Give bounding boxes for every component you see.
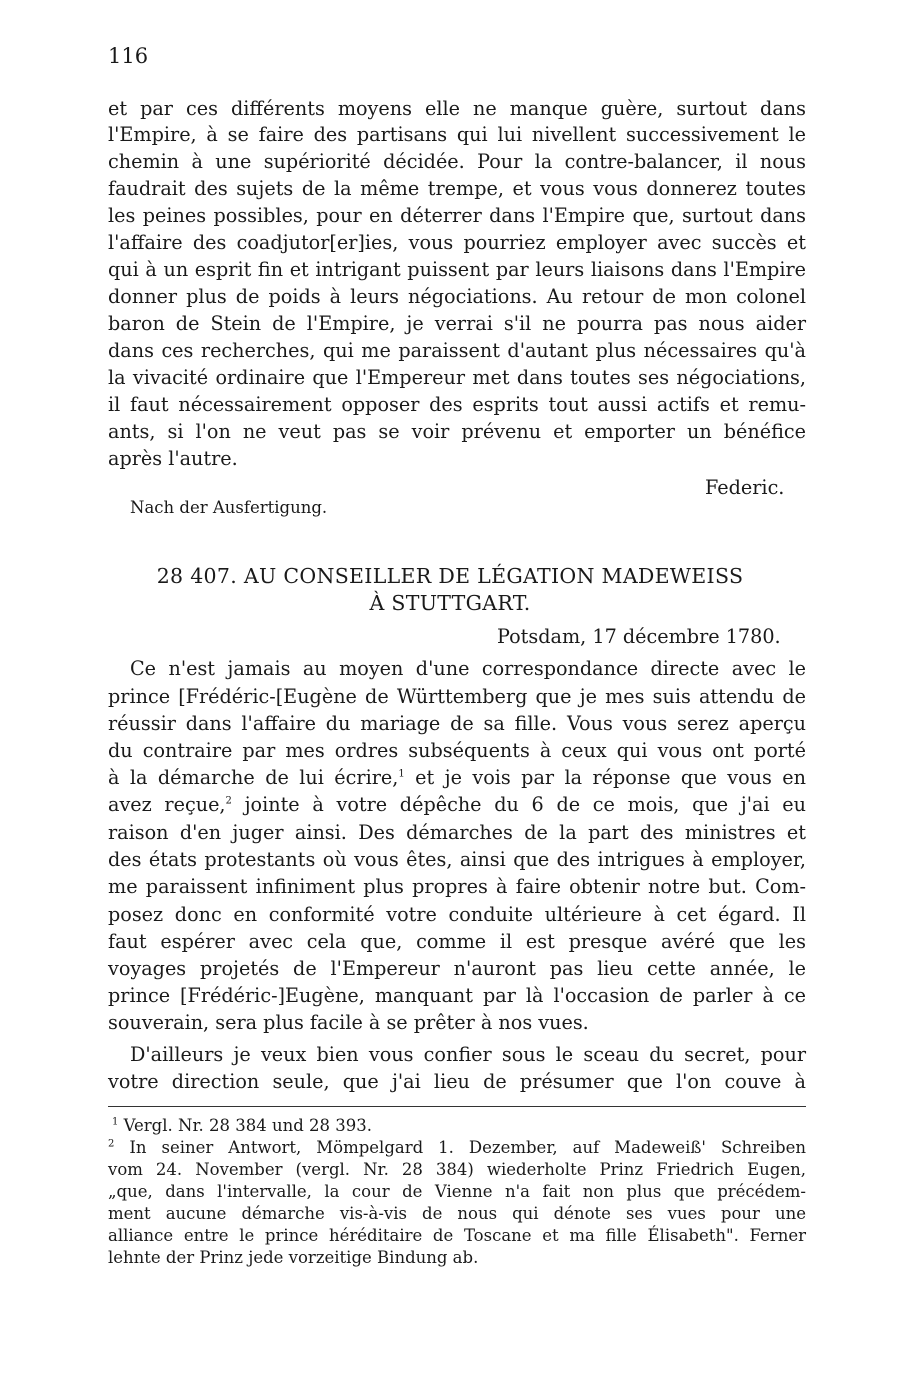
text-line: me paraissent infiniment plus propres à faire obtenir notre but. Com- bbox=[108, 875, 806, 898]
text-line: raison d'en juger ainsi. Des démarches de la part des ministres et bbox=[108, 821, 806, 844]
text-line: réussir dans l'affaire du mariage de sa fille. Vous vous serez aperçu bbox=[108, 712, 806, 735]
text-line: dans ces recherches, qui me paraissent d'autant plus nécessaires qu'à bbox=[108, 339, 806, 362]
text-line: souverain, sera plus facile à se prêter à nos vues. bbox=[108, 1011, 589, 1034]
footnote-2-line: „que, dans l'intervalle, la cour de Vienne n'a fait non plus que précédem- bbox=[108, 1182, 806, 1201]
text-line: et par ces différents moyens elle ne manque guère, surtout dans bbox=[108, 97, 806, 120]
footnote-ref: 1 bbox=[398, 768, 405, 780]
footnote-2-line: vom 24. November (vergl. Nr. 28 384) wiederholte Prinz Friedrich Eugen, bbox=[108, 1160, 806, 1179]
footnote-mark: 1 bbox=[112, 1116, 119, 1128]
footnote-2-line: ment aucune démarche vis-à-vis de nous qui dénote ses vues pour une bbox=[108, 1204, 806, 1223]
text-line: l'affaire des coadjutor[er]ies, vous pourriez employer avec succès et bbox=[108, 231, 806, 254]
text-line: après l'autre. bbox=[108, 447, 238, 470]
signature: Federic. bbox=[705, 476, 785, 499]
text-line: D'ailleurs je veux bien vous confier sous le sceau du secret, pour bbox=[130, 1043, 806, 1066]
footnote-2-line bbox=[108, 1138, 806, 1158]
text-line: donner plus de poids à leurs négociations. Au retour de mon colonel bbox=[108, 285, 806, 308]
text-fragment: et je vois par la réponse que vous en bbox=[404, 766, 807, 789]
letter-heading-place: À STUTTGART. bbox=[369, 591, 531, 615]
text-line: chemin à une supériorité décidée. Pour la contre-balancer, il nous bbox=[108, 150, 806, 173]
text-fragment: à la démarche de lui écrire, bbox=[108, 766, 399, 789]
text-line: les peines possibles, pour en déterrer dans l'Empire que, surtout dans bbox=[108, 204, 806, 227]
text-line: posez donc en conformité votre conduite ultérieure à cet égard. Il bbox=[108, 903, 806, 926]
text-line: ants, si l'on ne veut pas se voir prévenu et emporter un bénéfice bbox=[108, 420, 806, 443]
footnote-2-line: alliance entre le prince héréditaire de Toscane et ma fille Élisabeth". Ferner bbox=[108, 1226, 806, 1245]
text-line: qui à un esprit fin et intrigant puissent par leurs liaisons dans l'Empire bbox=[108, 258, 806, 281]
source-note: Nach der Ausfertigung. bbox=[130, 498, 328, 517]
letter-heading: 28 407. AU CONSEILLER DE LÉGATION MADEWEISS bbox=[156, 564, 744, 588]
page-number: 116 bbox=[108, 44, 149, 68]
text-line: baron de Stein de l'Empire, je verrai s'il ne pourra pas nous aider bbox=[108, 312, 806, 335]
text-line bbox=[108, 792, 806, 818]
text-line: il faut nécessairement opposer des esprits tout aussi actifs et remu- bbox=[108, 393, 806, 416]
dateline: Potsdam, 17 décembre 1780. bbox=[497, 625, 781, 648]
text-fragment: jointe à votre dépêche du 6 de ce mois, que j'ai eu bbox=[231, 793, 806, 816]
footnote-mark: 2 bbox=[108, 1138, 115, 1150]
text-fragment: avez reçue, bbox=[108, 793, 226, 816]
text-line: des états protestants où vous êtes, ainsi que des intrigues à employer, bbox=[108, 848, 806, 871]
text-line: faut espérer avec cela que, comme il est presque avéré que les bbox=[108, 930, 806, 953]
text-line: prince [Frédéric-]Eugène, manquant par là l'occasion de parler à ce bbox=[108, 984, 806, 1007]
footnote-text: In seiner Antwort, Mömpelgard 1. Dezember, auf Madeweiß' Schreiben bbox=[129, 1138, 806, 1157]
text-line: la vivacité ordinaire que l'Empereur met dans toutes ses négociations, bbox=[108, 366, 806, 389]
footnote-ref: 2 bbox=[225, 795, 232, 807]
text-line bbox=[108, 765, 806, 791]
footnote-1 bbox=[112, 1116, 372, 1136]
footnote-separator bbox=[108, 1106, 806, 1107]
text-line: Ce n'est jamais au moyen d'une correspondance directe avec le bbox=[130, 657, 806, 680]
text-line: votre direction seule, que j'ai lieu de présumer que l'on couve à bbox=[108, 1070, 806, 1093]
text-line: du contraire par mes ordres subséquents à ceux qui vous ont porté bbox=[108, 739, 806, 762]
footnote-text: Vergl. Nr. 28 384 und 28 393. bbox=[123, 1116, 373, 1135]
text-line: voyages projetés de l'Empereur n'auront pas lieu cette année, le bbox=[108, 957, 806, 980]
text-line: prince [Frédéric-[Eugène de Württemberg que je mes suis attendu de bbox=[108, 685, 806, 708]
text-line: l'Empire, à se faire des partisans qui lui nivellent successivement le bbox=[108, 123, 806, 146]
footnote-2-line: lehnte der Prinz jede vorzeitige Bindung ab. bbox=[108, 1248, 479, 1267]
text-line: faudrait des sujets de la même trempe, et vous vous donnerez toutes bbox=[108, 177, 806, 200]
